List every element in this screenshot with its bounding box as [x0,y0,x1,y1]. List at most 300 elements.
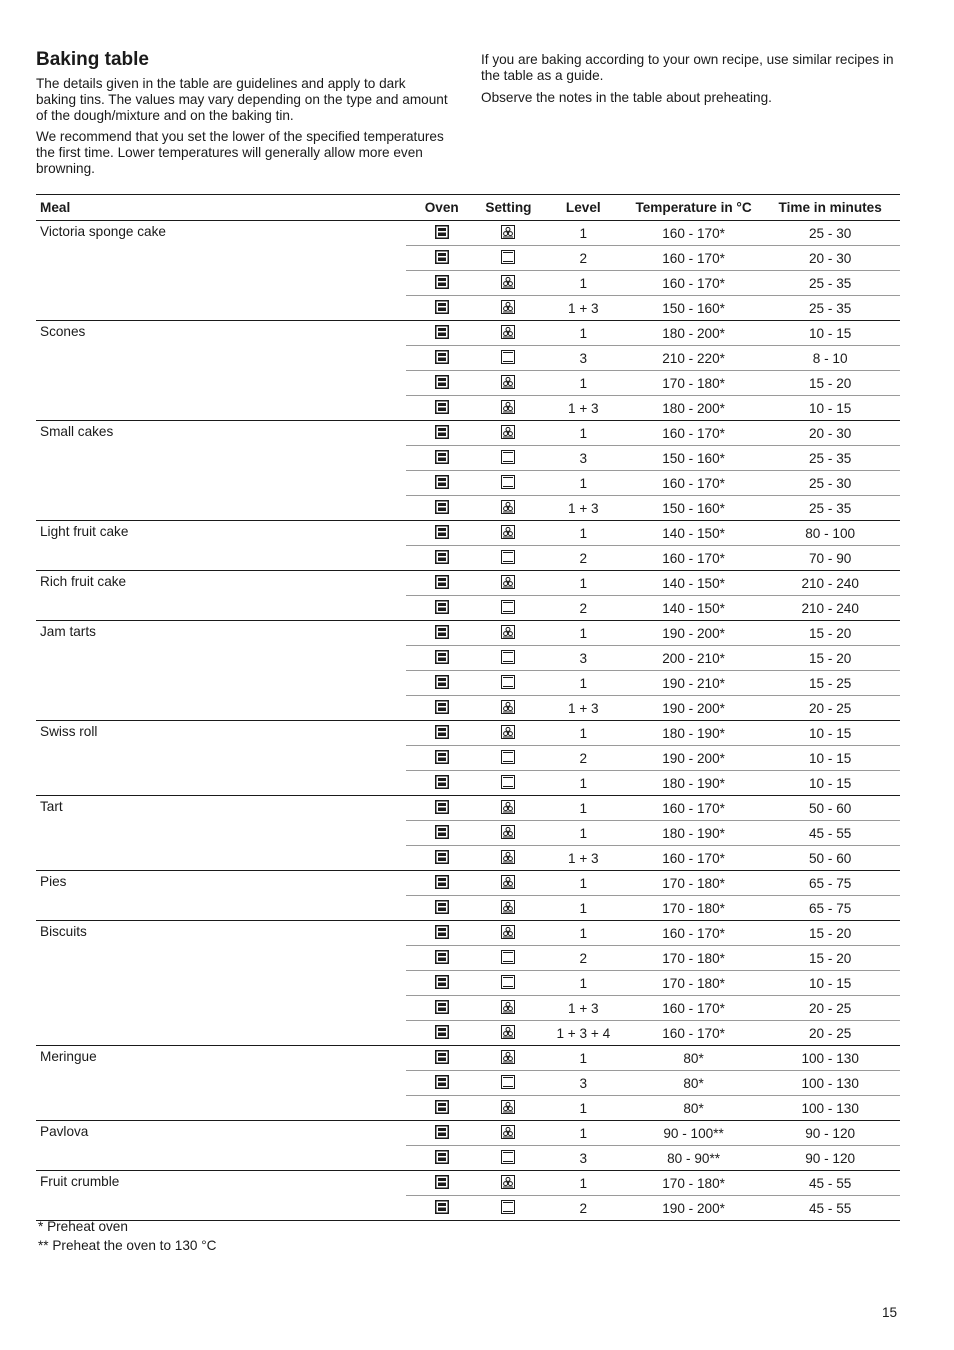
setting-cell [477,1171,540,1196]
oven-cell [406,221,477,246]
table-row [36,321,900,346]
temperature-cell: 150 - 160* [627,296,761,321]
temperature-cell: 150 - 160* [627,446,761,471]
oven-cell [406,246,477,271]
setting-cell [477,571,540,596]
temperature-cell: 160 - 170* [627,1021,761,1046]
header-level: Level [540,195,627,221]
setting-cell [477,1046,540,1071]
oven-cell [406,1046,477,1071]
level-cell: 1 [540,621,627,646]
level-cell: 1 [540,1096,627,1121]
top-bottom-heat-icon [501,600,515,617]
time-cell: 20 - 30 [760,421,900,446]
oven-cell [406,521,477,546]
main-oven-icon [435,800,449,817]
main-oven-icon [435,400,449,417]
oven-cell [406,571,477,596]
main-oven-icon [435,225,449,242]
temperature-cell: 190 - 210* [627,671,761,696]
hot-air-fan-icon [501,725,515,742]
temperature-cell: 180 - 190* [627,821,761,846]
temperature-cell: 190 - 200* [627,621,761,646]
main-oven-icon [435,825,449,842]
level-cell: 1 + 3 [540,296,627,321]
oven-cell [406,821,477,846]
footnote: ** Preheat the oven to 130 °C [38,1238,217,1253]
hot-air-fan-icon [501,850,515,867]
time-cell: 20 - 25 [760,996,900,1021]
oven-cell [406,1071,477,1096]
level-cell: 2 [540,596,627,621]
meal-name: Victoria sponge cake [40,224,166,239]
hot-air-fan-icon [501,1100,515,1117]
temperature-cell: 140 - 150* [627,571,761,596]
temperature-cell: 170 - 180* [627,896,761,921]
time-cell: 210 - 240 [760,596,900,621]
hot-air-fan-icon [501,425,515,442]
temperature-cell: 160 - 170* [627,246,761,271]
oven-cell [406,646,477,671]
intro-paragraph: The details given in the table are guidelines and apply to dark baking tins. The values may vary depending on the type and amount of the dough/mixture and on the baking tin. [36,76,448,123]
time-cell: 20 - 25 [760,696,900,721]
oven-cell [406,846,477,871]
oven-cell [406,346,477,371]
oven-cell [406,596,477,621]
setting-cell [477,1021,540,1046]
hot-air-fan-icon [501,275,515,292]
setting-cell [477,671,540,696]
time-cell: 45 - 55 [760,821,900,846]
table-row [36,621,900,646]
time-cell: 25 - 35 [760,446,900,471]
level-cell: 1 [540,371,627,396]
time-cell: 70 - 90 [760,546,900,571]
time-cell: 45 - 55 [760,1196,900,1221]
time-cell: 100 - 130 [760,1071,900,1096]
baking-table [36,194,900,1221]
hot-air-fan-icon [501,1175,515,1192]
table-row [36,521,900,546]
oven-cell [406,1121,477,1146]
level-cell: 1 [540,721,627,746]
level-cell: 1 [540,471,627,496]
intro-paragraph: If you are baking according to your own recipe, use similar recipes in the table as a guide. [481,52,894,83]
top-bottom-heat-icon [501,650,515,667]
hot-air-fan-icon [501,900,515,917]
time-cell: 65 - 75 [760,896,900,921]
oven-cell [406,796,477,821]
top-bottom-heat-icon [501,450,515,467]
setting-cell [477,321,540,346]
hot-air-fan-icon [501,925,515,942]
time-cell: 10 - 15 [760,971,900,996]
level-cell: 1 + 3 [540,696,627,721]
setting-cell [477,246,540,271]
hot-air-fan-icon [501,400,515,417]
top-bottom-heat-icon [501,1075,515,1092]
setting-cell [477,821,540,846]
oven-cell [406,271,477,296]
main-oven-icon [435,975,449,992]
level-cell: 1 + 3 + 4 [540,1021,627,1046]
temperature-cell: 160 - 170* [627,846,761,871]
temperature-cell: 160 - 170* [627,546,761,571]
level-cell: 1 [540,821,627,846]
temperature-cell: 180 - 200* [627,321,761,346]
setting-cell [477,946,540,971]
temperature-cell: 160 - 170* [627,271,761,296]
main-oven-icon [435,675,449,692]
header-oven: Oven [406,195,477,221]
time-cell: 25 - 35 [760,496,900,521]
time-cell: 15 - 20 [760,646,900,671]
main-oven-icon [435,1125,449,1142]
meal-name: Jam tarts [36,621,406,721]
main-oven-icon [435,900,449,917]
level-cell: 1 [540,796,627,821]
main-oven-icon [435,350,449,367]
setting-cell [477,496,540,521]
oven-cell [406,996,477,1021]
level-cell: 2 [540,946,627,971]
level-cell: 1 [540,1121,627,1146]
setting-cell [477,521,540,546]
setting-cell [477,996,540,1021]
setting-cell [477,1146,540,1171]
main-oven-icon [435,375,449,392]
main-oven-icon [435,1150,449,1167]
hot-air-fan-icon [501,500,515,517]
main-oven-icon [435,300,449,317]
hot-air-fan-icon [501,1000,515,1017]
meal-name: Fruit crumble [36,1171,406,1221]
temperature-cell: 80* [627,1071,761,1096]
main-oven-icon [435,275,449,292]
top-bottom-heat-icon [501,950,515,967]
meal-name: Small cakes [36,421,406,521]
time-cell: 210 - 240 [760,571,900,596]
top-bottom-heat-icon [501,675,515,692]
meal-name: Pavlova [36,1121,406,1171]
time-cell: 100 - 130 [760,1046,900,1071]
oven-cell [406,946,477,971]
level-cell: 3 [540,346,627,371]
main-oven-icon [435,1175,449,1192]
temperature-cell: 80* [627,1046,761,1071]
setting-cell [477,1071,540,1096]
setting-cell [477,896,540,921]
main-oven-icon [435,950,449,967]
setting-cell [477,971,540,996]
temperature-cell: 80 - 90** [627,1146,761,1171]
level-cell: 2 [540,1196,627,1221]
table-row [36,571,900,596]
main-oven-icon [435,1000,449,1017]
meal-name: Light fruit cake [36,521,406,571]
time-cell: 25 - 35 [760,271,900,296]
level-cell: 1 [540,971,627,996]
time-cell: 10 - 15 [760,746,900,771]
header-setting: Setting [477,195,540,221]
main-oven-icon [435,650,449,667]
hot-air-fan-icon [501,300,515,317]
meal-name: Scones [36,321,406,421]
oven-cell [406,896,477,921]
top-bottom-heat-icon [501,550,515,567]
top-bottom-heat-icon [501,250,515,267]
table-row [36,1046,900,1071]
table-header-row [36,195,900,221]
meal-name: Tart [36,796,406,871]
meal-name: Swiss roll [36,721,406,796]
oven-cell [406,296,477,321]
top-bottom-heat-icon [501,350,515,367]
temperature-cell: 190 - 200* [627,696,761,721]
setting-cell [477,1121,540,1146]
temperature-cell: 160 - 170* [627,796,761,821]
setting-cell [477,871,540,896]
level-cell: 1 + 3 [540,396,627,421]
hot-air-fan-icon [501,525,515,542]
temperature-cell: 170 - 180* [627,1171,761,1196]
oven-cell [406,1096,477,1121]
setting-cell [477,346,540,371]
temperature-cell: 140 - 150* [627,596,761,621]
oven-cell [406,621,477,646]
hot-air-fan-icon [501,1125,515,1142]
temperature-cell: 140 - 150* [627,521,761,546]
level-cell: 1 [540,571,627,596]
main-oven-icon [435,1075,449,1092]
setting-cell [477,796,540,821]
temperature-cell: 210 - 220* [627,346,761,371]
temperature-cell: 160 - 170* [627,996,761,1021]
setting-cell [477,921,540,946]
time-cell: 15 - 20 [760,946,900,971]
oven-cell [406,496,477,521]
time-cell: 90 - 120 [760,1121,900,1146]
setting-cell [477,771,540,796]
intro-left-column [36,76,448,183]
time-cell: 10 - 15 [760,771,900,796]
level-cell: 1 [540,321,627,346]
level-cell: 1 [540,896,627,921]
time-cell: 20 - 25 [760,1021,900,1046]
table-row [36,221,900,246]
level-cell: 1 [540,521,627,546]
main-oven-icon [435,1200,449,1217]
hot-air-fan-icon [501,575,515,592]
main-oven-icon [435,1025,449,1042]
oven-cell [406,321,477,346]
top-bottom-heat-icon [501,1150,515,1167]
oven-cell [406,371,477,396]
meal-name: Rich fruit cake [36,571,406,621]
main-oven-icon [435,500,449,517]
oven-cell [406,871,477,896]
temperature-cell: 180 - 190* [627,771,761,796]
level-cell: 1 + 3 [540,996,627,1021]
time-cell: 10 - 15 [760,396,900,421]
table-row [36,421,900,446]
main-oven-icon [435,725,449,742]
table-row [36,796,900,821]
oven-cell [406,1171,477,1196]
temperature-cell: 180 - 190* [627,721,761,746]
main-oven-icon [435,700,449,717]
hot-air-fan-icon [501,1025,515,1042]
oven-cell [406,771,477,796]
table-row [36,921,900,946]
temperature-cell: 200 - 210* [627,646,761,671]
hot-air-fan-icon [501,875,515,892]
oven-cell [406,396,477,421]
time-cell: 65 - 75 [760,871,900,896]
table-row [36,721,900,746]
hot-air-fan-icon [501,375,515,392]
hot-air-fan-icon [501,825,515,842]
setting-cell [477,746,540,771]
time-cell: 45 - 55 [760,1171,900,1196]
level-cell: 1 [540,421,627,446]
header-time: Time in minutes [760,195,900,221]
setting-cell [477,721,540,746]
level-cell: 1 [540,871,627,896]
temperature-cell: 160 - 170* [627,921,761,946]
setting-cell [477,646,540,671]
setting-cell [477,846,540,871]
top-bottom-heat-icon [501,750,515,767]
main-oven-icon [435,325,449,342]
temperature-cell: 170 - 180* [627,946,761,971]
temperature-cell: 170 - 180* [627,971,761,996]
page-number: 15 [882,1305,898,1320]
hot-air-fan-icon [501,700,515,717]
table-row [36,871,900,896]
time-cell: 100 - 130 [760,1096,900,1121]
main-oven-icon [435,1050,449,1067]
temperature-cell: 160 - 170* [627,421,761,446]
temperature-cell: 170 - 180* [627,371,761,396]
page-title: Baking table [36,49,149,70]
setting-cell [477,371,540,396]
main-oven-icon [435,450,449,467]
main-oven-icon [435,925,449,942]
footnote: * Preheat oven [38,1219,128,1234]
main-oven-icon [435,1100,449,1117]
meal-name: Pies [36,871,406,921]
main-oven-icon [435,850,449,867]
level-cell: 1 [540,271,627,296]
setting-cell [477,1196,540,1221]
meal-name: Biscuits [36,921,406,1046]
time-cell: 15 - 20 [760,621,900,646]
main-oven-icon [435,550,449,567]
main-oven-icon [435,425,449,442]
oven-cell [406,446,477,471]
setting-cell [477,446,540,471]
temperature-cell: 190 - 200* [627,746,761,771]
level-cell: 2 [540,246,627,271]
level-cell: 1 [540,771,627,796]
oven-cell [406,421,477,446]
main-oven-icon [435,575,449,592]
oven-cell [406,1021,477,1046]
temperature-cell: 80* [627,1096,761,1121]
time-cell: 50 - 60 [760,846,900,871]
time-cell: 15 - 25 [760,671,900,696]
level-cell: 1 [540,671,627,696]
oven-cell [406,721,477,746]
setting-cell [477,221,540,246]
time-cell: 80 - 100 [760,521,900,546]
oven-cell [406,696,477,721]
setting-cell [477,1096,540,1121]
time-cell: 25 - 30 [760,471,900,496]
setting-cell [477,421,540,446]
time-cell: 10 - 15 [760,321,900,346]
level-cell: 1 [579,225,588,241]
temperature-cell: 160 - 170* [662,225,725,241]
time-cell: 20 - 30 [760,246,900,271]
temperature-cell: 180 - 200* [627,396,761,421]
main-oven-icon [435,475,449,492]
level-cell: 3 [540,1071,627,1096]
setting-cell [477,396,540,421]
intro-paragraph: Observe the notes in the table about preheating. [481,89,772,105]
setting-cell [477,696,540,721]
level-cell: 1 [540,1046,627,1071]
hot-air-fan-icon [501,225,515,242]
level-cell: 3 [540,446,627,471]
level-cell: 3 [540,646,627,671]
oven-cell [406,921,477,946]
header-temperature: Temperature in °C [627,195,761,221]
main-oven-icon [435,775,449,792]
main-oven-icon [435,600,449,617]
time-cell: 50 - 60 [760,796,900,821]
top-bottom-heat-icon [501,475,515,492]
meal-name: Meringue [36,1046,406,1121]
setting-cell [477,621,540,646]
oven-cell [406,1146,477,1171]
top-bottom-heat-icon [501,975,515,992]
top-bottom-heat-icon [501,1200,515,1217]
oven-cell [406,546,477,571]
level-cell: 2 [540,546,627,571]
table-row [36,1171,900,1196]
oven-cell [406,971,477,996]
table-row [36,1121,900,1146]
level-cell: 3 [540,1146,627,1171]
temperature-cell: 160 - 170* [627,471,761,496]
oven-cell [406,1196,477,1221]
main-oven-icon [435,875,449,892]
time-cell: 15 - 20 [760,371,900,396]
intro-right-column [481,52,901,111]
level-cell: 1 [540,921,627,946]
oven-cell [406,471,477,496]
temperature-cell: 150 - 160* [627,496,761,521]
level-cell: 1 + 3 [540,846,627,871]
time-cell: 90 - 120 [760,1146,900,1171]
main-oven-icon [435,525,449,542]
temperature-cell: 190 - 200* [627,1196,761,1221]
oven-cell [406,746,477,771]
time-cell: 8 - 10 [760,346,900,371]
hot-air-fan-icon [501,325,515,342]
